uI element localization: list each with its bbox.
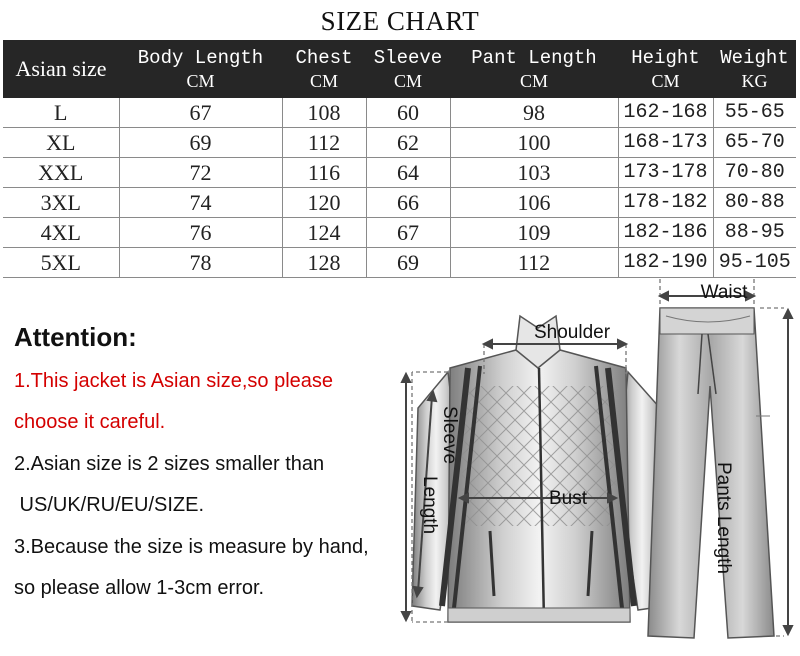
cell-sleeve: 69 bbox=[366, 248, 450, 278]
header-height: Height CM bbox=[618, 40, 713, 98]
cell-chest: 116 bbox=[282, 158, 366, 188]
cell-body-length: 67 bbox=[119, 98, 282, 128]
label-bust: Bust bbox=[548, 488, 588, 509]
cell-weight: 95-105 bbox=[713, 248, 796, 278]
cell-body-length: 78 bbox=[119, 248, 282, 278]
cell-sleeve: 66 bbox=[366, 188, 450, 218]
cell-weight: 88-95 bbox=[713, 218, 796, 248]
label-sleeve: Sleeve bbox=[439, 406, 460, 465]
header-chest: Chest CM bbox=[282, 40, 366, 98]
header-body-length: Body Length CM bbox=[119, 40, 282, 98]
attention-line-4: US/UK/RU/EU/SIZE. bbox=[14, 494, 205, 516]
label-shoulder: Shoulder bbox=[533, 322, 611, 343]
cell-height: 182-190 bbox=[618, 248, 713, 278]
cell-body-length: 76 bbox=[119, 218, 282, 248]
cell-pant-length: 98 bbox=[450, 98, 618, 128]
cell-size: XL bbox=[3, 128, 119, 158]
cell-size: 3XL bbox=[3, 188, 119, 218]
cell-pant-length: 109 bbox=[450, 218, 618, 248]
attention-line-3: 2.Asian size is 2 sizes smaller than bbox=[14, 453, 325, 475]
cell-height: 178-182 bbox=[618, 188, 713, 218]
cell-pant-length: 106 bbox=[450, 188, 618, 218]
cell-body-length: 74 bbox=[119, 188, 282, 218]
cell-weight: 70-80 bbox=[713, 158, 796, 188]
cell-size: 5XL bbox=[3, 248, 119, 278]
attention-line-6: so please allow 1-3cm error. bbox=[14, 577, 265, 599]
cell-size: XXL bbox=[3, 158, 119, 188]
cell-body-length: 69 bbox=[119, 128, 282, 158]
cell-size: 4XL bbox=[3, 218, 119, 248]
attention-line-2: choose it careful. bbox=[14, 411, 166, 433]
cell-sleeve: 60 bbox=[366, 98, 450, 128]
cell-weight: 80-88 bbox=[713, 188, 796, 218]
cell-body-length: 72 bbox=[119, 158, 282, 188]
cell-sleeve: 67 bbox=[366, 218, 450, 248]
cell-pant-length: 112 bbox=[450, 248, 618, 278]
cell-height: 182-186 bbox=[618, 218, 713, 248]
header-asian-size: Asian size bbox=[3, 40, 119, 98]
chart-title: SIZE CHART bbox=[320, 6, 480, 36]
size-table bbox=[3, 40, 796, 278]
label-length: Length bbox=[419, 476, 440, 535]
table-row bbox=[3, 248, 796, 278]
table-header-row bbox=[3, 40, 796, 98]
cell-chest: 112 bbox=[282, 128, 366, 158]
cell-chest: 108 bbox=[282, 98, 366, 128]
attention-line-5: 3.Because the size is measure by hand, bbox=[14, 536, 369, 558]
cell-pant-length: 100 bbox=[450, 128, 618, 158]
measurement-diagram bbox=[398, 276, 798, 654]
cell-size: L bbox=[3, 98, 119, 128]
table-row bbox=[3, 188, 796, 218]
cell-height: 162-168 bbox=[618, 98, 713, 128]
attention-heading: Attention: bbox=[14, 322, 137, 352]
cell-chest: 120 bbox=[282, 188, 366, 218]
cell-height: 168-173 bbox=[618, 128, 713, 158]
cell-height: 173-178 bbox=[618, 158, 713, 188]
cell-weight: 65-70 bbox=[713, 128, 796, 158]
pants-illustration bbox=[648, 308, 774, 638]
cell-chest: 124 bbox=[282, 218, 366, 248]
attention-line-1: 1.This jacket is Asian size,so please bbox=[14, 370, 334, 392]
label-waist: Waist bbox=[700, 282, 748, 303]
label-pants-length: Pants Length bbox=[713, 462, 734, 574]
table-row bbox=[3, 128, 796, 158]
header-pant-length: Pant Length CM bbox=[450, 40, 618, 98]
table-row bbox=[3, 158, 796, 188]
header-weight: Weight KG bbox=[713, 40, 796, 98]
jacket-illustration bbox=[412, 316, 666, 622]
table-row bbox=[3, 98, 796, 128]
header-sleeve: Sleeve CM bbox=[366, 40, 450, 98]
cell-sleeve: 64 bbox=[366, 158, 450, 188]
cell-chest: 128 bbox=[282, 248, 366, 278]
cell-sleeve: 62 bbox=[366, 128, 450, 158]
cell-weight: 55-65 bbox=[713, 98, 796, 128]
cell-pant-length: 103 bbox=[450, 158, 618, 188]
table-row bbox=[3, 218, 796, 248]
